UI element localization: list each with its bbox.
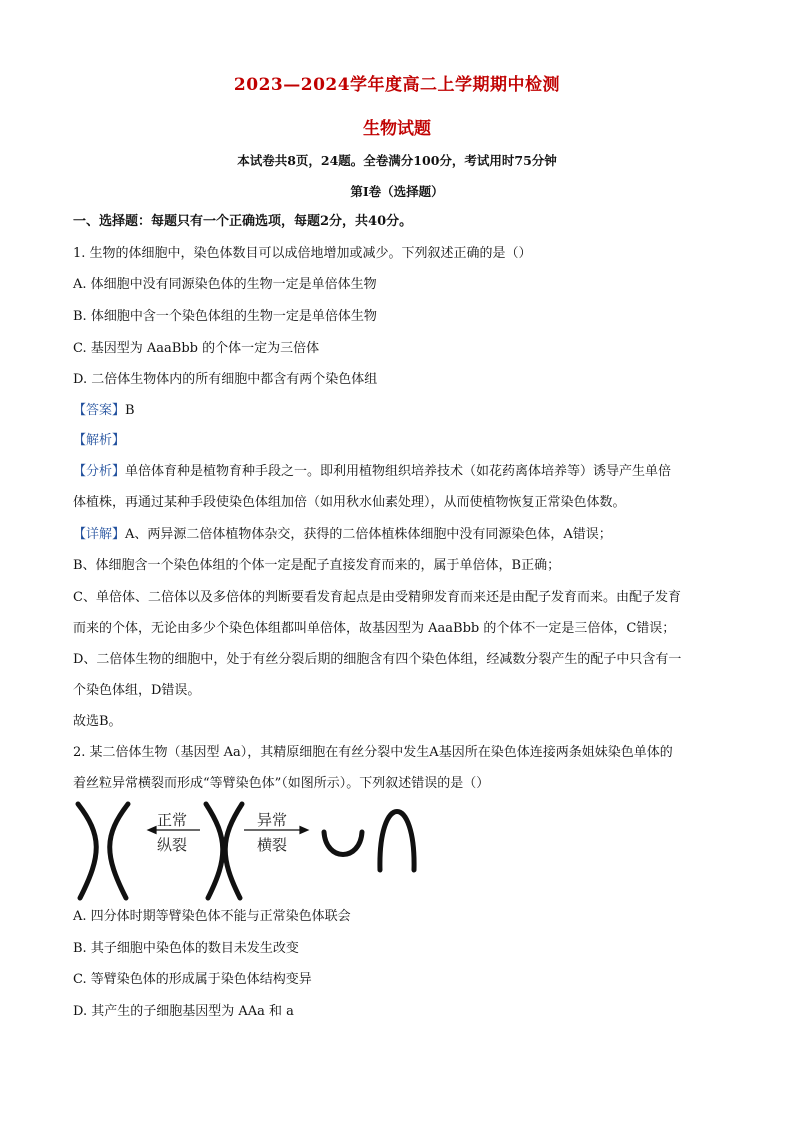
- chromosome-x-arm-2: [225, 804, 242, 898]
- xiangjie-tag: 【详解】: [73, 527, 126, 542]
- q1-option-b: B. 体细胞中含一个染色体组的生物一定是单倍体生物: [73, 309, 377, 324]
- answer-value: B: [125, 403, 135, 418]
- chromatid-left-1: [78, 804, 96, 898]
- q2-stem-2: 着丝粒异常横裂而形成“等臂染色体”（如图所示）。下列叙述错误的是（）: [73, 776, 490, 791]
- chromosome-figure: [72, 800, 422, 902]
- q1-option-a: A. 体细胞中没有同源染色体的生物一定是单倍体生物: [73, 277, 377, 292]
- q1-detail-c1: C、单倍体、二倍体以及多倍体的判断要看发育起点是由受精卵发育而来还是由配子发育而来。由配子发育: [73, 590, 681, 605]
- q1-detail-c2: 而来的个体，无论由多少个染色体组都叫单倍体，故基因型为 AaaBbb 的个体不一定是三倍体，C错误；: [73, 621, 676, 636]
- q1-detail-d1: D、二倍体生物的细胞中，处于有丝分裂后期的细胞含有四个染色体组，经减数分裂产生的配子中只含有一: [73, 652, 682, 667]
- q1-stem: 1. 生物的体细胞中，染色体数目可以成倍地增加或减少。下列叙述正确的是（）: [73, 246, 532, 261]
- fenxi-text-1: 单倍体育种是植物育种手段之一。即利用植物组织培养技术（如花药离体培养等）诱导产生单倍: [125, 464, 672, 479]
- exam-info: 本试卷共8页，24题。全卷满分100分，考试用时75分钟: [237, 153, 557, 168]
- q1-xiangjie-line: [73, 525, 733, 545]
- exam-title: 2023—2024学年度高二上学期期中检测: [233, 75, 561, 95]
- analysis-tag: 【解析】: [73, 433, 126, 448]
- label-normal: 正常: [156, 811, 188, 829]
- q1-conclusion: 故选B。: [73, 714, 122, 729]
- q2-option-c: C. 等臂染色体的形成属于染色体结构变异: [73, 972, 312, 987]
- xiangjie-text: A、两异源二倍体植物体杂交，获得的二倍体植株体细胞中没有同源染色体，A错误；: [125, 527, 612, 542]
- q1-detail-b: B、体细胞含一个染色体组的个体一定是配子直接发育而来的，属于单倍体，B正确；: [73, 558, 561, 573]
- q1-detail-d2: 个染色体组，D错误。: [73, 683, 201, 698]
- isochromosome-lower: [324, 832, 362, 855]
- q2-stem-1: 2. 某二倍体生物（基因型 Aa），其精原细胞在有丝分裂中发生A基因所在染色体连接两条姐妹染色单体的: [73, 745, 673, 760]
- part-heading: 第Ⅰ卷（选择题）: [350, 184, 444, 199]
- label-longitudinal: 纵裂: [156, 836, 188, 854]
- q1-option-d: D. 二倍体生物体内的所有细胞中都含有两个染色体组: [73, 372, 378, 387]
- q2-option-a: A. 四分体时期等臂染色体不能与正常染色体联会: [73, 909, 351, 924]
- q1-fenxi-line-2: 体植株，再通过某种手段使染色体组加倍（如用秋水仙素处理），从而使植物恢复正常染色体数。: [73, 495, 626, 510]
- label-transverse: 横裂: [256, 836, 288, 854]
- subject-title: 生物试题: [363, 119, 431, 139]
- arrow-left-head: [148, 827, 156, 834]
- chromosome-x-arm-1: [206, 804, 223, 898]
- q2-option-d: D. 其产生的子细胞基因型为 AAa 和 a: [73, 1004, 294, 1019]
- q1-fenxi-line-1: [73, 462, 733, 482]
- chromatid-left-2: [110, 804, 128, 898]
- section-heading: 一、选择题：每题只有一个正确选项，每题2分，共40分。: [73, 214, 413, 229]
- fenxi-tag: 【分析】: [73, 464, 126, 479]
- q1-option-c: C. 基因型为 AaaBbb 的个体一定为三倍体: [73, 341, 320, 356]
- answer-tag: 【答案】: [73, 403, 126, 418]
- label-abnormal: 异常: [256, 811, 288, 829]
- q1-answer: [73, 401, 733, 421]
- q1-analysis-tag: [73, 431, 733, 451]
- isochromosome-upper: [380, 812, 414, 871]
- q2-option-b: B. 其子细胞中染色体的数目未发生改变: [73, 941, 299, 956]
- arrow-right-head: [300, 827, 308, 834]
